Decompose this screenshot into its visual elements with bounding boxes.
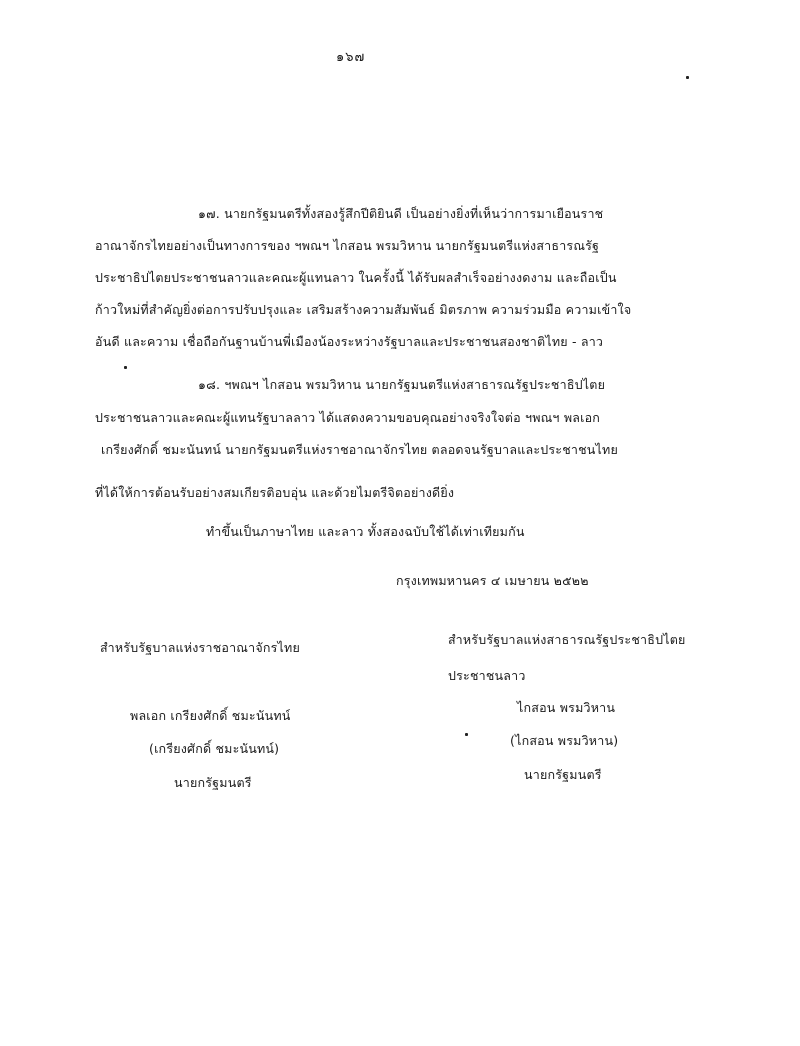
closing-statement: ทำขึ้นเป็นภาษาไทย และลาว ทั้งสองฉบับใช้ได้เท่าเทียมกัน: [206, 524, 525, 539]
signatory-name: ไกสอน พรมวิหาน: [517, 700, 616, 715]
signatory-for-label: สำหรับรัฐบาลแห่งราชอาณาจักรไทย: [100, 640, 300, 655]
paragraph-line: ประชาชนลาวและคณะผู้แทนรัฐบาลลาว ได้แสดงความขอบคุณอย่างจริงใจต่อ ฯพณฯ พลเอก: [95, 410, 601, 425]
place-date: กรุงเทพมหานคร ๔ เมษายน ๒๕๒๒: [396, 573, 589, 588]
signatory-for-label-continued: ประชาชนลาว: [448, 668, 526, 683]
paragraph-line: อาณาจักรไทยอย่างเป็นทางการของ ฯพณฯ ไกสอน พรมวิหาน นายกรัฐมนตรีแห่งสาธารณรัฐ: [95, 238, 600, 253]
scan-speck: [465, 733, 468, 736]
signatory-name-parenthetical: (เกรียงศักดิ์ ชมะนันทน์): [149, 741, 280, 756]
signatory-name-parenthetical: (ไกสอน พรมวิหาน): [510, 733, 619, 748]
signatory-name: พลเอก เกรียงศักดิ์ ชมะนันทน์: [130, 708, 291, 723]
page-number: ๑๖๗: [336, 50, 366, 65]
paragraph-line: ประชาธิปไตยประชาชนลาวและคณะผู้แทนลาว ในครั้งนี้ ได้รับผลสำเร็จอย่างงดงาม และถือเป็น: [95, 270, 617, 285]
paragraph-line: ที่ได้ให้การต้อนรับอย่างสมเกียรติอบอุ่น และด้วยไมตรีจิตอย่างดียิ่ง: [95, 485, 455, 500]
signatory-for-label: สำหรับรัฐบาลแห่งสาธารณรัฐประชาธิปไตย: [448, 632, 686, 647]
paragraph-line: ๑๘. ฯพณฯ ไกสอน พรมวิหาน นายกรัฐมนตรีแห่งสาธารณรัฐประชาธิปไตย: [198, 377, 606, 392]
scan-speck: [124, 366, 127, 369]
scan-speck: [686, 76, 689, 79]
paragraph-line: เกรียงศักดิ์ ชมะนันทน์ นายกรัฐมนตรีแห่งราชอาณาจักรไทย ตลอดจนรัฐบาลและประชาชนไทย: [101, 442, 619, 457]
signatory-title: นายกรัฐมนตรี: [174, 775, 252, 790]
paragraph-line: อันดี และความ เชื่อถือกันฐานบ้านพี่เมืองน้องระหว่างรัฐบาลและประชาชนสองชาติไทย - ลาว: [95, 334, 604, 349]
paragraph-line: ก้าวใหม่ที่สำคัญยิ่งต่อการปรับปรุงและ เสริมสร้างความสัมพันธ์ มิตรภาพ ความร่วมมือ ความเข้าใจ: [95, 302, 632, 317]
paragraph-line: ๑๗. นายกรัฐมนตรีทั้งสองรู้สึกปีติยินดี เป็นอย่างยิ่งที่เห็นว่าการมาเยือนราช: [198, 206, 604, 221]
signatory-title: นายกรัฐมนตรี: [524, 767, 602, 782]
